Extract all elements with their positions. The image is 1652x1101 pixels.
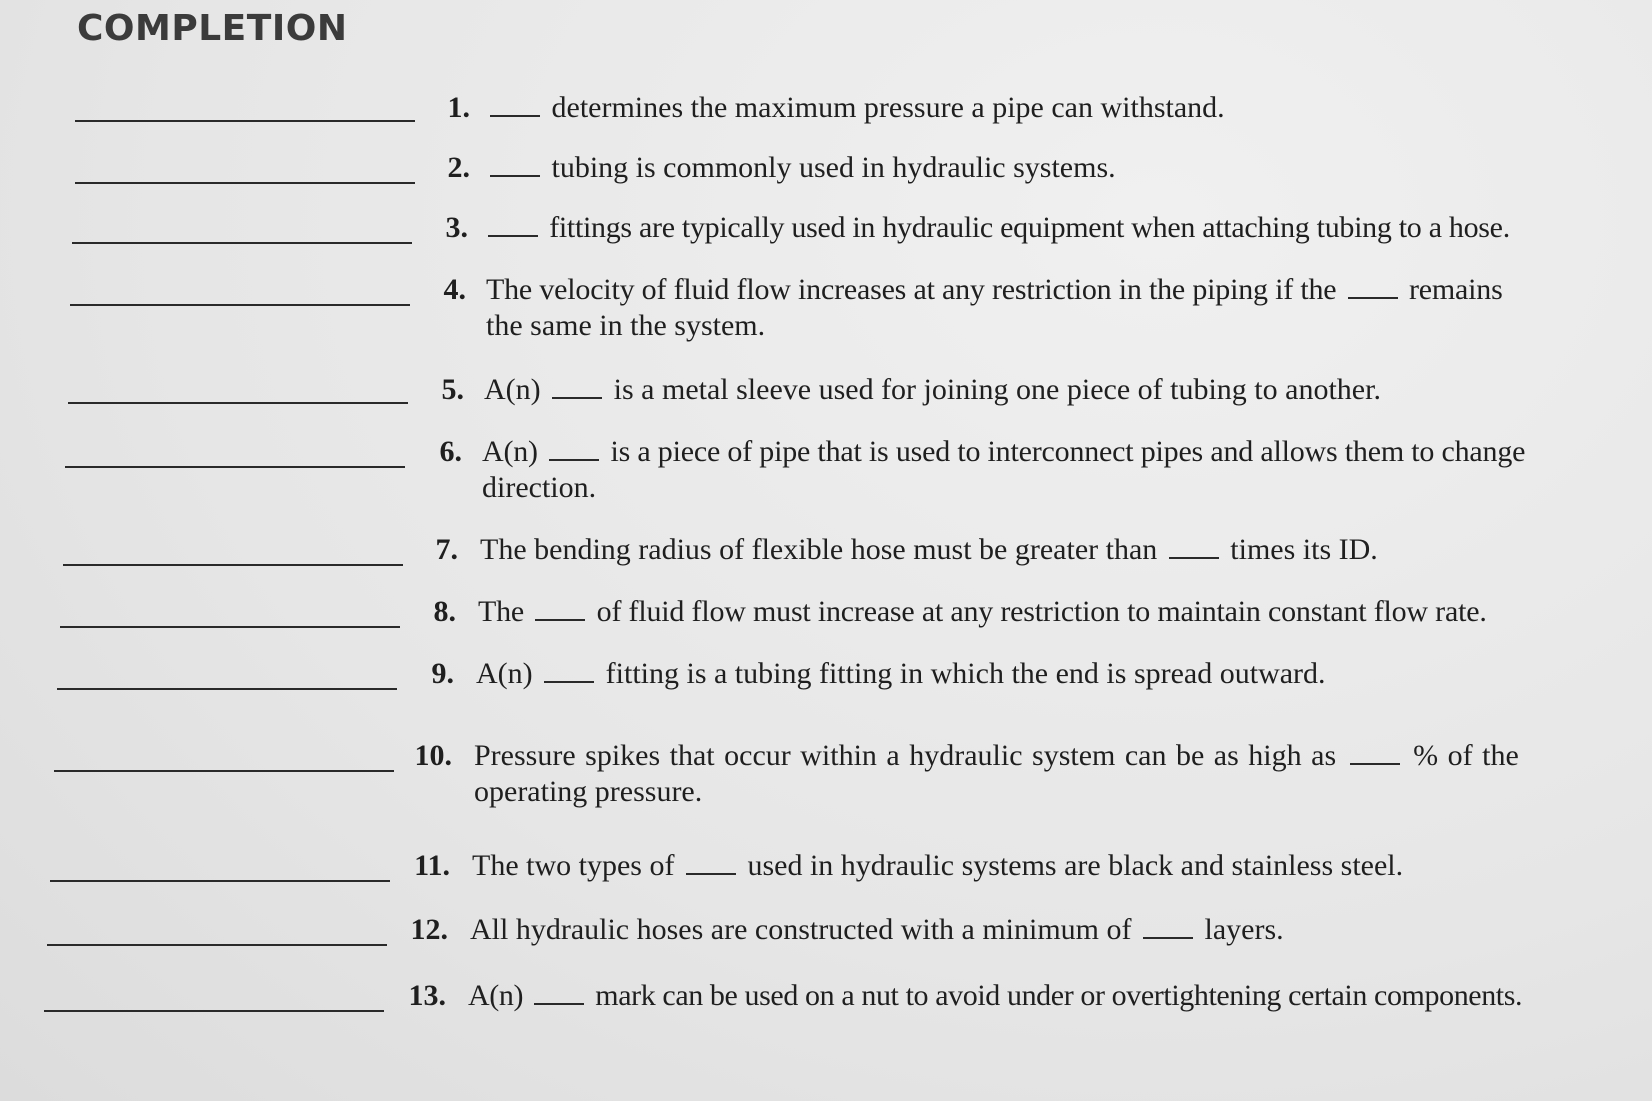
inline-blank — [1143, 936, 1193, 939]
question-before: Pressure spikes that occur within a hydraulic system can be as high as — [474, 739, 1337, 772]
inline-blank — [552, 396, 602, 399]
inline-blank — [490, 174, 540, 177]
question-number: 2. — [447, 151, 470, 184]
inline-blank — [549, 458, 599, 461]
question-continuation: operating pressure. — [474, 775, 703, 808]
answer-line-6[interactable] — [65, 466, 405, 468]
question-after: determines the maximum pressure a pipe can withstand. — [551, 91, 1225, 124]
question-text — [474, 738, 1519, 774]
question-before: The — [478, 595, 525, 628]
inline-blank — [534, 1002, 584, 1005]
answer-line-3[interactable] — [72, 242, 412, 244]
question-text — [472, 848, 1403, 884]
answer-line-8[interactable] — [60, 626, 400, 628]
inline-blank — [535, 618, 585, 621]
answer-line-9[interactable] — [57, 688, 397, 690]
question-text — [482, 434, 1525, 470]
question-after: is a piece of pipe that is used to interconnect pipes and allows them to change — [610, 435, 1526, 468]
question-text — [484, 372, 1381, 408]
question-number: 4. — [443, 273, 466, 306]
question-number: 1. — [447, 91, 470, 124]
question-after: fitting is a tubing fitting in which the end is spread outward. — [605, 657, 1326, 690]
question-text — [480, 532, 1378, 568]
question-after: % of the — [1413, 739, 1519, 772]
answer-line-1[interactable] — [75, 120, 415, 122]
question-text — [470, 912, 1284, 948]
question-before: The bending radius of flexible hose must be greater than — [480, 533, 1158, 566]
answer-line-12[interactable] — [47, 944, 387, 946]
question-text — [486, 272, 1503, 308]
section-heading: COMPLETION — [77, 8, 348, 49]
question-after: fittings are typically used in hydraulic equipment when attaching tubing to a hose. — [549, 211, 1510, 244]
question-before: A(n) — [468, 979, 524, 1012]
question-number: 9. — [431, 657, 454, 690]
question-text — [488, 210, 1510, 246]
question-after: is a metal sleeve used for joining one piece of tubing to another. — [613, 373, 1381, 406]
answer-line-2[interactable] — [75, 182, 415, 184]
question-before: The velocity of fluid flow increases at any restriction in the piping if the — [486, 273, 1337, 306]
question-text — [490, 90, 1225, 126]
question-text — [478, 594, 1487, 630]
inline-blank — [1348, 296, 1398, 299]
question-after: of fluid flow must increase at any restriction to maintain constant flow rate. — [596, 595, 1487, 628]
question-number: 7. — [435, 533, 458, 566]
question-after: remains — [1409, 273, 1503, 306]
question-number: 10. — [414, 739, 452, 772]
question-after: tubing is commonly used in hydraulic systems. — [551, 151, 1116, 184]
question-number: 5. — [441, 373, 464, 406]
question-number: 11. — [414, 849, 450, 882]
question-continuation: direction. — [482, 471, 597, 504]
answer-line-10[interactable] — [54, 770, 394, 772]
question-before: A(n) — [476, 657, 533, 690]
question-text — [476, 656, 1326, 692]
answer-line-4[interactable] — [70, 304, 410, 306]
question-after: mark can be used on a nut to avoid under or overtightening certain components. — [595, 979, 1523, 1012]
question-text — [468, 978, 1522, 1014]
question-before: The two types of — [472, 849, 675, 882]
question-number: 8. — [433, 595, 456, 628]
question-before: A(n) — [484, 373, 541, 406]
question-text — [490, 150, 1116, 186]
question-after: layers. — [1204, 913, 1284, 946]
question-number: 3. — [445, 211, 468, 244]
answer-line-5[interactable] — [68, 402, 408, 404]
question-before: A(n) — [482, 435, 538, 468]
inline-blank — [488, 234, 538, 237]
inline-blank — [686, 872, 736, 875]
inline-blank — [1350, 762, 1400, 765]
question-before: All hydraulic hoses are constructed with a minimum of — [470, 913, 1132, 946]
inline-blank — [490, 114, 540, 117]
answer-line-13[interactable] — [44, 1010, 384, 1012]
answer-line-7[interactable] — [63, 564, 403, 566]
answer-line-11[interactable] — [50, 880, 390, 882]
question-number: 12. — [410, 913, 448, 946]
question-number: 13. — [408, 979, 446, 1012]
question-after: used in hydraulic systems are black and stainless steel. — [747, 849, 1404, 882]
question-number: 6. — [439, 435, 462, 468]
inline-blank — [544, 680, 594, 683]
question-after: times its ID. — [1230, 533, 1378, 566]
question-continuation: the same in the system. — [486, 309, 766, 342]
inline-blank — [1169, 556, 1219, 559]
